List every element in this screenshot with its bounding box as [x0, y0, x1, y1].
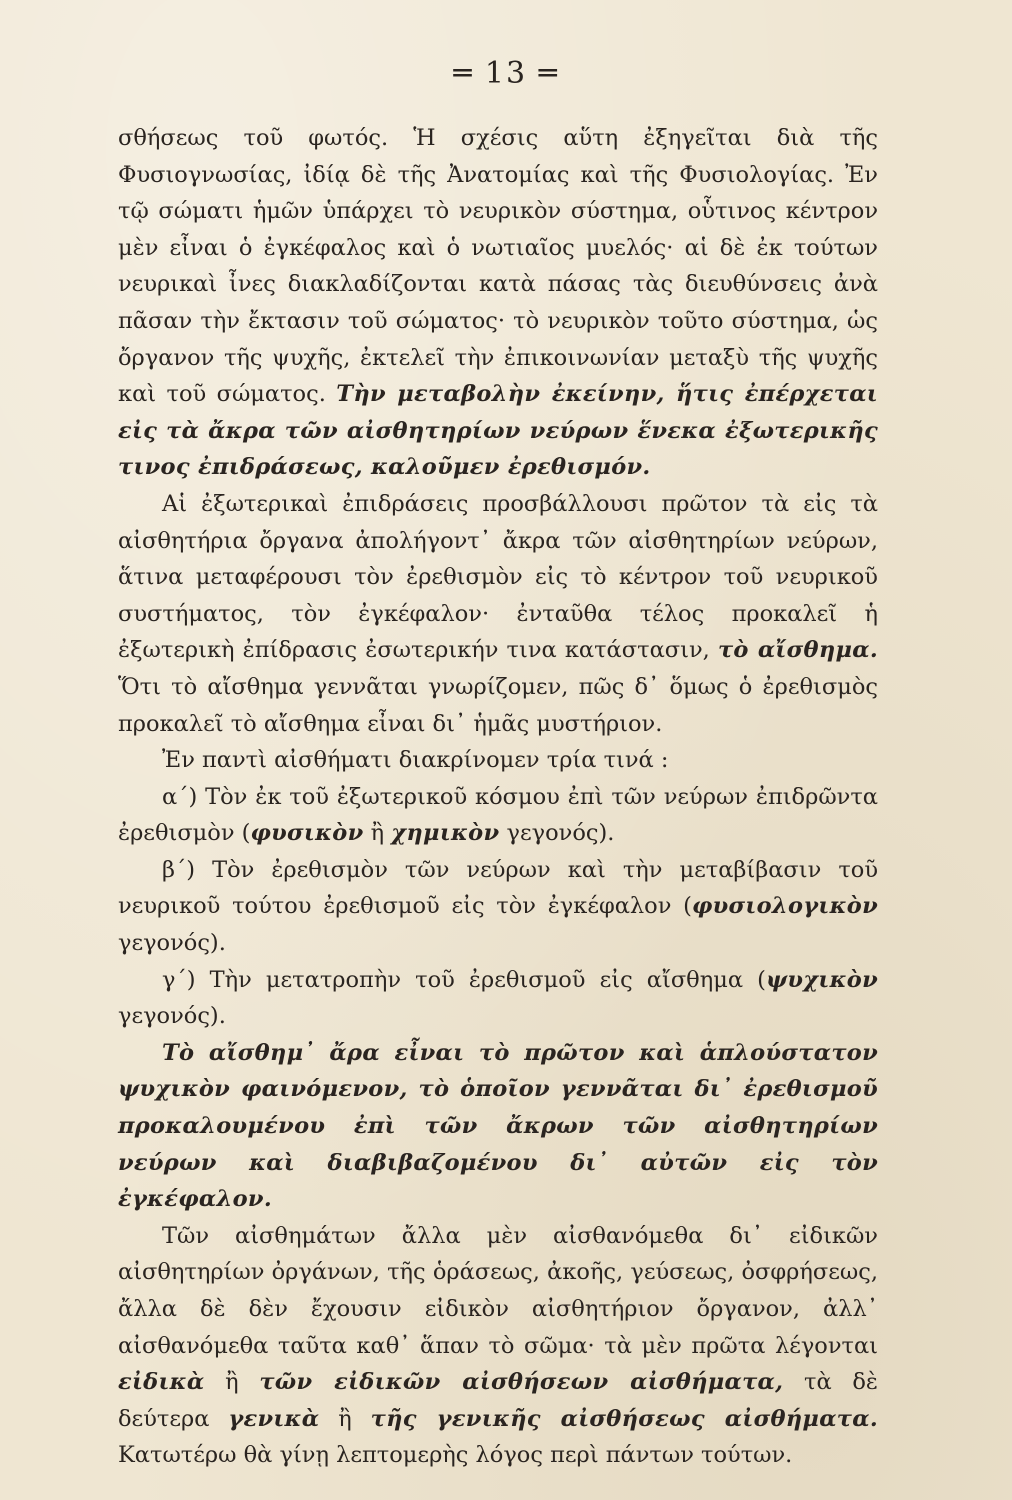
paragraph-text: Αἱ ἐξωτερικαὶ ἐπιδράσεις προσβάλλουσι πρῶτον τὰ εἰς τὰ αἰσθητήρια ὄργανα ἀπολήγοντ᾽ ἄκρα τῶν αἰσθητηρίων νεύρων, ἅτινα μεταφέρουσι τὸν ἐρεθισμὸν εἰς τὸ κέντρον τοῦ νευρικοῦ συστήματος, τὸν ἐγκέφαλον· ἐνταῦθα τέλος προκαλεῖ ἡ ἐξωτερικὴ ἐπίδρασις ἐσωτερικήν τινα κατάστασιν,: [118, 490, 878, 664]
list-item-text: γ΄) Τὴν μετατροπὴν τοῦ ἐρεθισμοῦ εἰς αἴσθημα (: [162, 966, 766, 993]
paragraph-text: Κατωτέρω θὰ γίνῃ λεπτομερὴς λόγος περὶ πάντων τούτων.: [118, 1442, 793, 1469]
emphasis-special: εἰδικὰ: [118, 1369, 205, 1396]
emphasis-psychic: ψυχικὸν: [765, 966, 878, 993]
paragraph-text: Ὅτι τὸ αἴσθημα γεννᾶται γνωρίζομεν, πῶς δ᾽ ὅμως ὁ ἐρεθισμὸς προκαλεῖ τὸ αἴσθημα εἶναι δι᾽ ἡμᾶς μυστήριον.: [118, 673, 878, 737]
paragraph-kinds-of-sensations: [118, 1218, 878, 1474]
paragraph-text: τὰ δὲ δεύτερα: [118, 1369, 878, 1432]
emphasis-sensation: τὸ αἴσθημα.: [717, 637, 878, 664]
emphasis-chemical: χημικὸν: [391, 820, 500, 847]
paragraph-text: σθήσεως τοῦ φωτός. Ἡ σχέσις αὕτη ἐξηγεῖται διὰ τῆς Φυσιογνωσίας, ἰδίᾳ δὲ τῆς Ἀνατομίας καὶ τῆς Φυσιολογίας. Ἐν τῷ σώματι ἡμῶν ὑπάρχει τὸ νευρικὸν σύστημα, οὗτινος κέντρον μὲν εἶναι ὁ ἐγκέφαλος καὶ ὁ νωτιαῖος μυελός· αἱ δὲ ἐκ τούτων νευρικαὶ ἶνες διακλαδίζονται κατὰ πάσας τὰς διευθύνσεις ἀνὰ πᾶσαν τὴν ἔκτασιν τοῦ σώματος· τὸ νευρικὸν τοῦτο σύστημα, ὡς ὄργανον τῆς ψυχῆς, ἐκτελεῖ τὴν ἐπικοινωνίαν μεταξὺ τῆς ψυχῆς καὶ τοῦ σώματος.: [118, 125, 878, 408]
paragraph-external-influences: [118, 486, 878, 742]
list-item-text: γεγονός).: [118, 1003, 226, 1030]
list-item-text: α΄) Τὸν ἐκ τοῦ ἐξωτερικοῦ κόσμου ἐπὶ τῶν νεύρων ἐπιδρῶντα ἐρεθισμὸν (: [118, 783, 878, 847]
list-item-alpha: [118, 779, 878, 852]
paragraph-text: ἢ: [319, 1405, 371, 1432]
paragraph-text: Τῶν αἰσθημάτων ἄλλα μὲν αἰσθανόμεθα δι᾽ εἰδικῶν αἰσθητηρίων ὀργάνων, τῆς ὁράσεως, ἀκοῆς, γεύσεως, ὀσφρήσεως, ἄλλα δὲ δὲν ἔχουσιν εἰδικὸν αἰσθητήριον ὄργανον, ἀλλ᾽ αἰσθανόμεθα ταῦτα καθ᾽ ἅπαν τὸ σῶμα· τὰ μὲν πρῶτα λέγονται: [118, 1222, 878, 1359]
list-item-text: β΄) Τὸν ἐρεθισμὸν τῶν νεύρων καὶ τὴν μεταβίβασιν τοῦ νευρικοῦ τούτου ἐρεθισμοῦ εἰς τὸν ἐγκέφαλον (: [118, 856, 878, 920]
list-item-text: ἢ: [363, 820, 392, 847]
paragraph-text: ἢ: [204, 1369, 260, 1396]
emphasis-general-sense: τῆς γενικῆς αἰσθήσεως αἰσθήματα.: [370, 1405, 878, 1432]
emphasis-definition-stimulus: Τὴν μεταβολὴν ἐκείνην, ἥτις ἐπέρχεται εἰς τὰ ἄκρα τῶν αἰσθητηρίων νεύρων ἕνεκα ἐξωτερικῆς τινος ἐπιδράσεως, καλοῦμεν ἐρεθισμόν.: [118, 381, 878, 481]
list-item-beta: [118, 852, 878, 962]
emphasis-physical: φυσικὸν: [250, 820, 364, 847]
emphasis-sensation-definition: Τὸ αἴσθημ᾽ ἄρα εἶναι τὸ πρῶτον καὶ ἁπλούστατον ψυχικὸν φαινόμενον, τὸ ὁποῖον γεννᾶται δι᾽ ἐρεθισμοῦ προκαλουμένου ἐπὶ τῶν ἄκρων τῶν αἰσθητηρίων νεύρων καὶ διαβιβαζομένου δι᾽ αὐτῶν εἰς τὸν ἐγκέφαλον.: [118, 1039, 878, 1213]
paragraph-three-parts: [118, 742, 878, 779]
paragraph-nervous-system: [118, 120, 878, 486]
paragraph-definition-sensation: [118, 1035, 878, 1218]
emphasis-special-senses: τῶν εἰδικῶν αἰσθήσεων αἰσθήματα,: [259, 1369, 784, 1396]
body-text: [118, 120, 878, 1474]
emphasis-general: γενικὰ: [228, 1405, 320, 1432]
list-item-text: γεγονός).: [499, 820, 615, 847]
paragraph-text: Ἐν παντὶ αἰσθήματι διακρίνομεν τρία τινά :: [162, 747, 669, 774]
emphasis-physiological: φυσιολογικὸν: [691, 893, 878, 920]
list-item-text: γεγονός).: [118, 930, 226, 957]
list-item-gamma: [118, 962, 878, 1035]
page-number: ═ 13 ═: [453, 56, 559, 91]
